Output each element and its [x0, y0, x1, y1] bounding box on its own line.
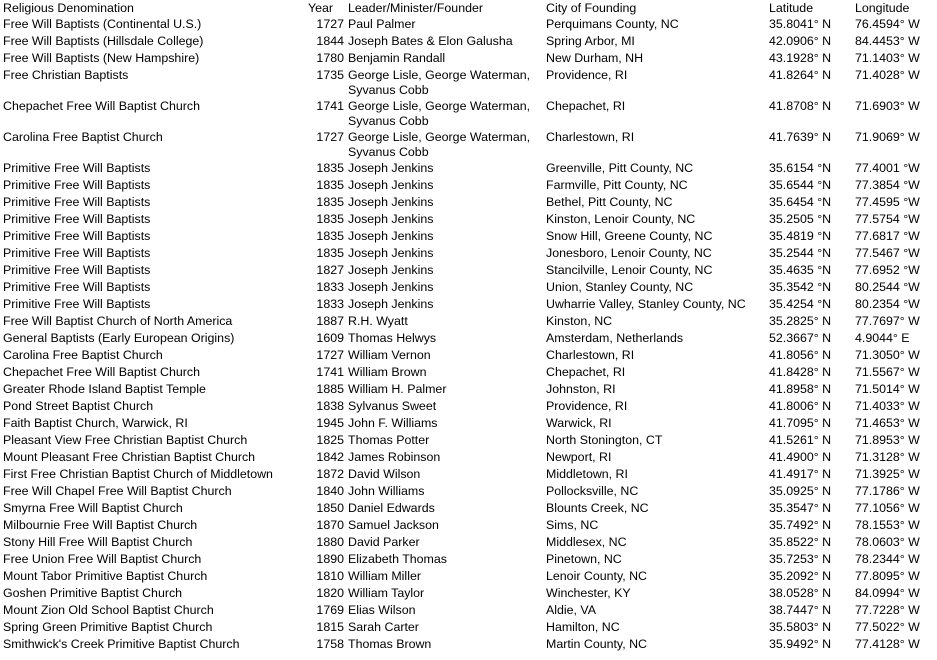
cell-year[interactable]: 1827	[316, 263, 344, 277]
cell-leader[interactable]: David Parker	[348, 535, 420, 549]
cell-year[interactable]: 1741	[316, 99, 344, 113]
cell-year[interactable]: 1769	[316, 603, 344, 617]
cell-city[interactable]: Blounts Creek, NC	[546, 501, 649, 515]
cell-longitude[interactable]: 77.6817 °W	[855, 229, 920, 243]
cell-year[interactable]: 1820	[316, 586, 344, 600]
cell-city[interactable]: Middlesex, NC	[546, 535, 627, 549]
cell-denomination[interactable]: First Free Christian Baptist Church of Middletown	[3, 467, 273, 481]
cell-year[interactable]: 1844	[316, 34, 344, 48]
cell-latitude[interactable]: 35.4254 °N	[769, 297, 832, 311]
cell-denomination[interactable]: General Baptists (Early European Origins)	[3, 331, 235, 345]
cell-latitude[interactable]: 35.3547° N	[769, 501, 832, 515]
table-row	[0, 603, 937, 620]
table-row	[0, 620, 937, 637]
cell-denomination[interactable]: Smyrna Free Will Baptist Church	[3, 501, 183, 515]
cell-year[interactable]: 1872	[316, 467, 344, 481]
cell-longitude[interactable]: 77.8095° W	[855, 569, 920, 583]
cell-longitude[interactable]: 71.4653° W	[855, 416, 920, 430]
table-row	[0, 535, 937, 552]
table-row	[0, 416, 937, 433]
cell-year[interactable]: 1835	[316, 161, 344, 175]
table-row	[0, 99, 937, 130]
cell-denomination[interactable]: Free Will Baptists (Continental U.S.)	[3, 17, 202, 31]
cell-denomination[interactable]: Free Will Chapel Free Will Baptist Church	[3, 484, 232, 498]
cell-city[interactable]: Uwharrie Valley, Stanley County, NC	[546, 297, 746, 311]
cell-year[interactable]: 1727	[316, 130, 344, 144]
cell-denomination[interactable]: Mount Zion Old School Baptist Church	[3, 603, 214, 617]
table-row	[0, 331, 937, 348]
cell-leader[interactable]: Sarah Carter	[348, 620, 419, 634]
table-row	[0, 552, 937, 569]
cell-year[interactable]: 1833	[316, 280, 344, 294]
cell-denomination[interactable]: Primitive Free Will Baptists	[3, 195, 151, 209]
header-row	[0, 0, 937, 17]
cell-year[interactable]: 1835	[316, 212, 344, 226]
cell-denomination[interactable]: Carolina Free Baptist Church	[3, 130, 163, 144]
cell-city[interactable]: Chepachet, RI	[546, 99, 626, 113]
table-row	[0, 297, 937, 314]
cell-longitude[interactable]: 77.5754 °W	[855, 212, 920, 226]
cell-longitude[interactable]: 71.4028° W	[855, 68, 920, 82]
cell-year[interactable]: 1835	[316, 229, 344, 243]
cell-latitude[interactable]: 35.0925° N	[769, 484, 832, 498]
cell-year[interactable]: 1885	[316, 382, 344, 396]
cell-city[interactable]: Middletown, RI	[546, 467, 628, 481]
cell-latitude[interactable]: 41.8264° N	[769, 68, 832, 82]
cell-denomination[interactable]: Free Christian Baptists	[3, 68, 129, 82]
cell-year[interactable]: 1840	[316, 484, 344, 498]
cell-denomination[interactable]: Greater Rhode Island Baptist Temple	[3, 382, 206, 396]
header-year[interactable]: Year	[308, 1, 334, 15]
cell-latitude[interactable]: 35.2825° N	[769, 314, 832, 328]
cell-latitude[interactable]: 38.7447° N	[769, 603, 832, 617]
cell-denomination[interactable]: Primitive Free Will Baptists	[3, 246, 151, 260]
cell-denomination[interactable]: Pleasant View Free Christian Baptist Church	[3, 433, 248, 447]
cell-denomination[interactable]: Stony Hill Free Will Baptist Church	[3, 535, 193, 549]
cell-city[interactable]: Farmville, Pitt County, NC	[546, 178, 688, 192]
header-leader[interactable]: Leader/Minister/Founder	[348, 1, 483, 15]
cell-leader[interactable]: Samuel Jackson	[348, 518, 439, 532]
cell-city[interactable]: Charlestown, RI	[546, 348, 635, 362]
cell-denomination[interactable]: Carolina Free Baptist Church	[3, 348, 163, 362]
cell-leader[interactable]: George Lisle, George Waterman, Syvanus Cobb	[348, 99, 531, 128]
cell-city[interactable]: Providence, RI	[546, 399, 628, 413]
cell-leader[interactable]: George Lisle, George Waterman, Syvanus Cobb	[348, 68, 531, 97]
cell-longitude[interactable]: 77.4001 °W	[855, 161, 920, 175]
cell-year[interactable]: 1945	[316, 416, 344, 430]
cell-city[interactable]: Amsterdam, Netherlands	[546, 331, 684, 345]
cell-denomination[interactable]: Primitive Free Will Baptists	[3, 297, 151, 311]
cell-city[interactable]: Winchester, KY	[546, 586, 631, 600]
cell-year[interactable]: 1727	[316, 348, 344, 362]
cell-latitude[interactable]: 35.2505 °N	[769, 212, 832, 226]
cell-longitude[interactable]: 71.5567° W	[855, 365, 920, 379]
cell-year[interactable]: 1870	[316, 518, 344, 532]
cell-latitude[interactable]: 41.8056° N	[769, 348, 832, 362]
cell-denomination[interactable]: Mount Pleasant Free Christian Baptist Church	[3, 450, 256, 464]
table-row	[0, 263, 937, 280]
cell-denomination[interactable]: Mount Tabor Primitive Baptist Church	[3, 569, 208, 583]
cell-denomination[interactable]: Primitive Free Will Baptists	[3, 280, 151, 294]
cell-longitude[interactable]: 77.5022° W	[855, 620, 920, 634]
cell-city[interactable]: Newport, RI	[546, 450, 612, 464]
cell-longitude[interactable]: 77.4128° W	[855, 637, 920, 651]
cell-year[interactable]: 1887	[316, 314, 344, 328]
cell-denomination[interactable]: Free Will Baptists (Hillsdale College)	[3, 34, 204, 48]
cell-year[interactable]: 1838	[316, 399, 344, 413]
table-row	[0, 586, 937, 603]
cell-leader[interactable]: Joseph Jenkins	[348, 280, 434, 294]
cell-leader[interactable]: John F. Williams	[348, 416, 438, 430]
cell-latitude[interactable]: 35.8041° N	[769, 17, 832, 31]
cell-city[interactable]: Spring Arbor, MI	[546, 34, 635, 48]
cell-denomination[interactable]: Primitive Free Will Baptists	[3, 229, 151, 243]
cell-latitude[interactable]: 52.3667° N	[769, 331, 832, 345]
table-row	[0, 195, 937, 212]
cell-latitude[interactable]: 35.5803° N	[769, 620, 832, 634]
table-row	[0, 348, 937, 365]
cell-denomination[interactable]: Primitive Free Will Baptists	[3, 263, 151, 277]
cell-denomination[interactable]: Free Will Baptists (New Hampshire)	[3, 51, 200, 65]
table-row	[0, 518, 937, 535]
table-row	[0, 399, 937, 416]
cell-latitude[interactable]: 43.1928° N	[769, 51, 832, 65]
cell-latitude[interactable]: 35.3542 °N	[769, 280, 832, 294]
cell-latitude[interactable]: 35.6154 °N	[769, 161, 832, 175]
cell-leader[interactable]: Daniel Edwards	[348, 501, 435, 515]
table-row	[0, 314, 937, 331]
cell-latitude[interactable]: 41.8958° N	[769, 382, 832, 396]
table-row	[0, 433, 937, 450]
table-row	[0, 450, 937, 467]
cell-leader[interactable]: Joseph Jenkins	[348, 195, 434, 209]
cell-longitude[interactable]: 80.2544 °W	[855, 280, 920, 294]
cell-city[interactable]: Pinetown, NC	[546, 552, 622, 566]
cell-denomination[interactable]: Primitive Free Will Baptists	[3, 178, 151, 192]
cell-latitude[interactable]: 35.6544 °N	[769, 178, 832, 192]
cell-denomination[interactable]: Faith Baptist Church, Warwick, RI	[3, 416, 188, 430]
cell-city[interactable]: Jonesboro, Lenoir County, NC	[546, 246, 712, 260]
table-body	[0, 17, 937, 654]
cell-city[interactable]: Kinston, Lenoir County, NC	[546, 212, 696, 226]
cell-leader[interactable]: Thomas Potter	[348, 433, 430, 447]
cell-denomination[interactable]: Chepachet Free Will Baptist Church	[3, 365, 200, 379]
cell-city[interactable]: North Stonington, CT	[546, 433, 663, 447]
cell-year[interactable]: 1833	[316, 297, 344, 311]
cell-longitude[interactable]: 77.5467 °W	[855, 246, 920, 260]
cell-leader[interactable]: Elizabeth Thomas	[348, 552, 447, 566]
cell-year[interactable]: 1780	[316, 51, 344, 65]
cell-city[interactable]: Stancilville, Lenoir County, NC	[546, 263, 713, 277]
cell-year[interactable]: 1810	[316, 569, 344, 583]
cell-leader[interactable]: William Vernon	[348, 348, 431, 362]
cell-latitude[interactable]: 35.8522° N	[769, 535, 832, 549]
cell-city[interactable]: Snow Hill, Greene County, NC	[546, 229, 713, 243]
cell-latitude[interactable]: 41.7639° N	[769, 130, 832, 144]
cell-latitude[interactable]: 35.7253° N	[769, 552, 832, 566]
cell-longitude[interactable]: 84.4453° W	[855, 34, 920, 48]
cell-denomination[interactable]: Free Will Baptist Church of North America	[3, 314, 233, 328]
cell-leader[interactable]: Thomas Brown	[348, 637, 432, 651]
cell-leader[interactable]: Elias Wilson	[348, 603, 416, 617]
cell-year[interactable]: 1609	[316, 331, 344, 345]
cell-latitude[interactable]: 35.6454 °N	[769, 195, 832, 209]
cell-longitude[interactable]: 76.4594° W	[855, 17, 920, 31]
cell-longitude[interactable]: 78.2344° W	[855, 552, 920, 566]
cell-latitude[interactable]: 41.8428° N	[769, 365, 832, 379]
cell-city[interactable]: Warwick, RI	[546, 416, 612, 430]
cell-longitude[interactable]: 71.6903° W	[855, 99, 920, 113]
cell-latitude[interactable]: 42.0906° N	[769, 34, 832, 48]
table-row	[0, 484, 937, 501]
cell-leader[interactable]: James Robinson	[348, 450, 441, 464]
header-longitude[interactable]: Longitude	[855, 1, 910, 15]
table-row	[0, 280, 937, 297]
cell-longitude[interactable]: 71.4033° W	[855, 399, 920, 413]
cell-leader[interactable]: William Miller	[348, 569, 421, 583]
cell-denomination[interactable]: Primitive Free Will Baptists	[3, 161, 151, 175]
cell-year[interactable]: 1815	[316, 620, 344, 634]
header-denomination[interactable]: Religious Denomination	[3, 1, 134, 15]
cell-latitude[interactable]: 35.2092° N	[769, 569, 832, 583]
cell-latitude[interactable]: 41.7095° N	[769, 416, 832, 430]
cell-latitude[interactable]: 35.2544 °N	[769, 246, 832, 260]
cell-denomination[interactable]: Goshen Primitive Baptist Church	[3, 586, 183, 600]
cell-latitude[interactable]: 35.4635 °N	[769, 263, 832, 277]
cell-city[interactable]: Hamilton, NC	[546, 620, 620, 634]
cell-year[interactable]: 1835	[316, 195, 344, 209]
cell-city[interactable]: Providence, RI	[546, 68, 628, 82]
cell-year[interactable]: 1758	[316, 637, 344, 651]
cell-leader[interactable]: Paul Palmer	[348, 17, 416, 31]
cell-city[interactable]: Union, Stanley County, NC	[546, 280, 694, 294]
cell-city[interactable]: Charlestown, RI	[546, 130, 635, 144]
cell-longitude[interactable]: 77.4595 °W	[855, 195, 920, 209]
cell-year[interactable]: 1741	[316, 365, 344, 379]
cell-leader[interactable]: William Taylor	[348, 586, 425, 600]
cell-year[interactable]: 1890	[316, 552, 344, 566]
cell-city[interactable]: Johnston, RI	[546, 382, 616, 396]
cell-city[interactable]: Pollocksville, NC	[546, 484, 639, 498]
cell-year[interactable]: 1727	[316, 17, 344, 31]
cell-leader[interactable]: John Williams	[348, 484, 425, 498]
cell-longitude[interactable]: 71.8953° W	[855, 433, 920, 447]
cell-leader[interactable]: Sylvanus Sweet	[348, 399, 437, 413]
table-row	[0, 246, 937, 263]
table-row	[0, 17, 937, 34]
cell-longitude[interactable]: 77.1786° W	[855, 484, 920, 498]
cell-city[interactable]: Bethel, Pitt County, NC	[546, 195, 673, 209]
cell-city[interactable]: Greenville, Pitt County, NC	[546, 161, 694, 175]
cell-longitude[interactable]: 77.6952 °W	[855, 263, 920, 277]
table-row	[0, 501, 937, 518]
cell-latitude[interactable]: 35.9492° N	[769, 637, 832, 651]
cell-leader[interactable]: Joseph Jenkins	[348, 178, 434, 192]
cell-leader[interactable]: Benjamin Randall	[348, 51, 446, 65]
cell-city[interactable]: Kinston, NC	[546, 314, 613, 328]
table-row	[0, 569, 937, 586]
cell-latitude[interactable]: 41.8006° N	[769, 399, 832, 413]
cell-year[interactable]: 1880	[316, 535, 344, 549]
table-row	[0, 68, 937, 99]
cell-latitude[interactable]: 41.4917° N	[769, 467, 832, 481]
cell-longitude[interactable]: 4.9044° E	[855, 331, 910, 345]
cell-leader[interactable]: William Brown	[348, 365, 427, 379]
cell-longitude[interactable]: 71.3128° W	[855, 450, 920, 464]
cell-year[interactable]: 1842	[316, 450, 344, 464]
cell-leader[interactable]: Thomas Helwys	[348, 331, 437, 345]
cell-denomination[interactable]: Smithwick's Creek Primitive Baptist Church	[3, 637, 240, 651]
cell-longitude[interactable]: 77.7697° W	[855, 314, 920, 328]
cell-city[interactable]: Aldie, VA	[546, 603, 597, 617]
cell-longitude[interactable]: 77.7228° W	[855, 603, 920, 617]
cell-longitude[interactable]: 80.2354 °W	[855, 297, 920, 311]
cell-latitude[interactable]: 41.8708° N	[769, 99, 832, 113]
cell-longitude[interactable]: 84.0994° W	[855, 586, 920, 600]
cell-denomination[interactable]: Chepachet Free Will Baptist Church	[3, 99, 200, 113]
table-row	[0, 229, 937, 246]
cell-denomination[interactable]: Pond Street Baptist Church	[3, 399, 154, 413]
cell-year[interactable]: 1850	[316, 501, 344, 515]
cell-leader[interactable]: George Lisle, George Waterman, Syvanus Cobb	[348, 130, 531, 159]
cell-longitude[interactable]: 71.3050° W	[855, 348, 920, 362]
table-row	[0, 130, 937, 161]
cell-latitude[interactable]: 41.5261° N	[769, 433, 832, 447]
cell-leader[interactable]: Joseph Jenkins	[348, 263, 434, 277]
cell-denomination[interactable]: Spring Green Primitive Baptist Church	[3, 620, 213, 634]
cell-leader[interactable]: Joseph Bates & Elon Galusha	[348, 34, 513, 48]
table-row	[0, 637, 937, 654]
cell-longitude[interactable]: 71.3925° W	[855, 467, 920, 481]
table-row	[0, 178, 937, 195]
cell-longitude[interactable]: 77.1056° W	[855, 501, 920, 515]
cell-year[interactable]: 1835	[316, 178, 344, 192]
cell-denomination[interactable]: Free Union Free Will Baptist Church	[3, 552, 202, 566]
cell-city[interactable]: Lenoir County, NC	[546, 569, 648, 583]
cell-longitude[interactable]: 71.9069° W	[855, 130, 920, 144]
cell-leader[interactable]: R.H. Wyatt	[348, 314, 408, 328]
cell-city[interactable]: Sims, NC	[546, 518, 599, 532]
cell-city[interactable]: Chepachet, RI	[546, 365, 626, 379]
table-row	[0, 365, 937, 382]
cell-leader[interactable]: Joseph Jenkins	[348, 229, 434, 243]
cell-leader[interactable]: Joseph Jenkins	[348, 212, 434, 226]
cell-longitude[interactable]: 77.3854 °W	[855, 178, 920, 192]
cell-leader[interactable]: Joseph Jenkins	[348, 246, 434, 260]
cell-denomination[interactable]: Milbournie Free Will Baptist Church	[3, 518, 198, 532]
cell-leader[interactable]: David Wilson	[348, 467, 421, 481]
cell-leader[interactable]: Joseph Jenkins	[348, 297, 434, 311]
cell-latitude[interactable]: 38.0528° N	[769, 586, 832, 600]
header-city[interactable]: City of Founding	[546, 1, 637, 15]
cell-longitude[interactable]: 71.5014° W	[855, 382, 920, 396]
cell-latitude[interactable]: 41.4900° N	[769, 450, 832, 464]
table-row	[0, 382, 937, 399]
cell-denomination[interactable]: Primitive Free Will Baptists	[3, 212, 151, 226]
cell-year[interactable]: 1735	[316, 68, 344, 82]
cell-leader[interactable]: William H. Palmer	[348, 382, 447, 396]
cell-city[interactable]: Martin County, NC	[546, 637, 647, 651]
cell-year[interactable]: 1835	[316, 246, 344, 260]
cell-longitude[interactable]: 71.1403° W	[855, 51, 920, 65]
cell-year[interactable]: 1825	[316, 433, 344, 447]
cell-leader[interactable]: Joseph Jenkins	[348, 161, 434, 175]
table-row	[0, 467, 937, 484]
cell-latitude[interactable]: 35.7492° N	[769, 518, 832, 532]
table-row	[0, 161, 937, 178]
table-row	[0, 51, 937, 68]
cell-city[interactable]: New Durham, NH	[546, 51, 644, 65]
cell-latitude[interactable]: 35.4819 °N	[769, 229, 832, 243]
cell-longitude[interactable]: 78.0603° W	[855, 535, 920, 549]
header-latitude[interactable]: Latitude	[769, 1, 814, 15]
table-row	[0, 34, 937, 51]
cell-city[interactable]: Perquimans County, NC	[546, 17, 679, 31]
table-row	[0, 212, 937, 229]
cell-longitude[interactable]: 78.1553° W	[855, 518, 920, 532]
